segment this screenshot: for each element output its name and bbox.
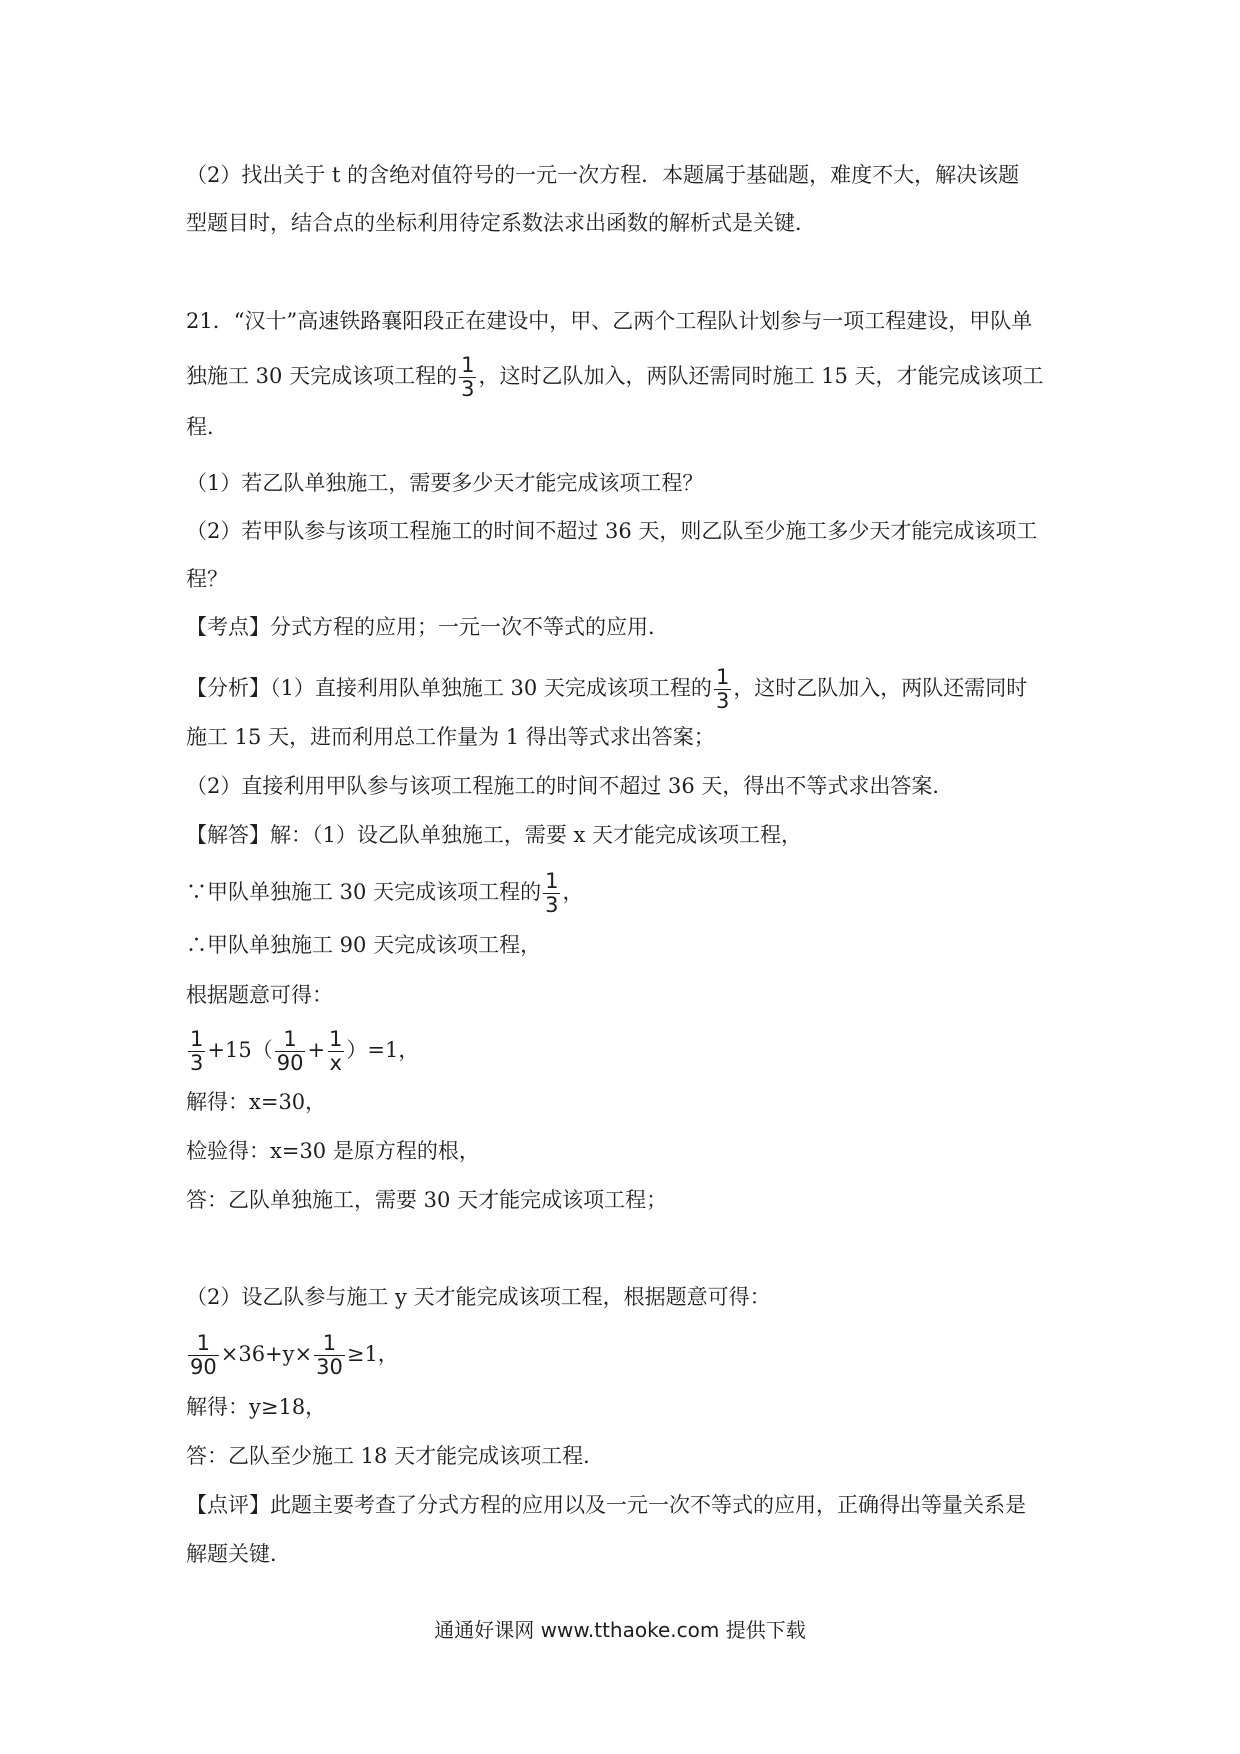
because-text-b: ， bbox=[562, 880, 584, 904]
analysis-line-1 bbox=[186, 666, 1027, 713]
solution-solve-1: 解得：x=30， bbox=[186, 1090, 327, 1114]
problem-line-2-text-a: 独施工 30 天完成该项工程的 bbox=[186, 364, 458, 388]
solution-check-1: 检验得：x=30 是原方程的根， bbox=[186, 1139, 480, 1163]
solution-therefore: ∴甲队单独施工 90 天完成该项工程， bbox=[186, 933, 542, 957]
prev-solution-line-1: （2）找出关于 t 的含绝对值符号的一元一次方程．本题属于基础题，难度不大，解决该题 bbox=[186, 163, 1020, 187]
eq1-fraction-3 bbox=[327, 1028, 344, 1075]
analysis-text-a: 【分析】（1）直接利用队单独施工 30 天完成该项工程的 bbox=[186, 676, 712, 700]
eq2-mid: ×36+y× bbox=[220, 1342, 313, 1366]
fraction-denominator: 3 bbox=[190, 1051, 204, 1075]
fraction-denominator: 30 bbox=[316, 1355, 343, 1379]
problem-line-2-text-b: ，这时乙队加入，两队还需同时施工 15 天，才能完成该项工 bbox=[478, 364, 1044, 388]
fraction-one-third bbox=[714, 666, 731, 713]
solution-solve-2: 解得：y≥18， bbox=[186, 1395, 327, 1419]
fraction-one-third bbox=[459, 354, 476, 401]
fraction-denominator: 90 bbox=[190, 1355, 217, 1379]
solution-by-problem: 根据题意可得： bbox=[186, 983, 333, 1007]
solution-intro: 【解答】解：（1）设乙队单独施工，需要 x 天才能完成该项工程， bbox=[186, 823, 803, 847]
fraction-numerator: 1 bbox=[283, 1027, 297, 1051]
prev-solution-line-2: 型题目时，结合点的坐标利用待定系数法求出函数的解析式是关键． bbox=[186, 211, 816, 235]
eq1-plus: + bbox=[307, 1038, 326, 1062]
because-text-a: ∵甲队单独施工 30 天完成该项工程的 bbox=[186, 880, 542, 904]
eq1-end: ）=1， bbox=[346, 1038, 420, 1062]
question-1: （1）若乙队单独施工，需要多少天才能完成该项工程？ bbox=[186, 471, 704, 495]
comment-line-2: 解题关键． bbox=[186, 1542, 291, 1566]
analysis-line-2: 施工 15 天，进而利用总工作量为 1 得出等式求出答案； bbox=[186, 725, 715, 749]
fraction-denominator: 3 bbox=[715, 689, 730, 713]
fraction-numerator: 1 bbox=[545, 869, 559, 893]
solution-because bbox=[186, 870, 583, 917]
eq2-end: ≥1， bbox=[346, 1342, 399, 1366]
eq1-mid: +15（ bbox=[207, 1038, 273, 1062]
fraction-numerator: 1 bbox=[715, 665, 730, 689]
fraction-numerator: 1 bbox=[196, 1331, 211, 1355]
eq2-fraction-1 bbox=[188, 1332, 219, 1379]
problem-line-1: 21．“汉十”高速铁路襄阳段正在建设中，甲、乙两个工程队计划参与一项工程建设，甲队单 bbox=[186, 309, 1033, 333]
fraction-numerator: 1 bbox=[461, 353, 475, 377]
kaodian: 【考点】分式方程的应用；一元一次不等式的应用． bbox=[186, 615, 669, 639]
analysis-line-3: （2）直接利用甲队参与该项工程施工的时间不超过 36 天，得出不等式求出答案． bbox=[186, 774, 954, 798]
eq1-fraction-1 bbox=[188, 1028, 205, 1075]
question-2-line-2: 程？ bbox=[186, 567, 228, 591]
fraction-denominator: 3 bbox=[461, 377, 475, 401]
fraction-denominator: 3 bbox=[545, 893, 559, 917]
solution-answer-1: 答：乙队单独施工，需要 30 天才能完成该项工程； bbox=[186, 1188, 668, 1212]
equation-1 bbox=[186, 1024, 419, 1076]
fraction-one-third bbox=[543, 870, 560, 917]
problem-line-3: 程． bbox=[186, 415, 228, 439]
solution-answer-2: 答：乙队至少施工 18 天才能完成该项工程． bbox=[186, 1444, 605, 1468]
fraction-numerator: 1 bbox=[329, 1027, 343, 1051]
fraction-denominator: x bbox=[329, 1051, 342, 1075]
fraction-numerator: 1 bbox=[322, 1331, 337, 1355]
fraction-denominator: 90 bbox=[276, 1051, 304, 1075]
problem-line-2 bbox=[186, 354, 1044, 401]
comment-line-1: 【点评】此题主要考查了分式方程的应用以及一元一次不等式的应用，正确得出等量关系是 bbox=[186, 1493, 1026, 1517]
question-2-line-1: （2）若甲队参与该项工程施工的时间不超过 36 天，则乙队至少施工多少天才能完成该项工 bbox=[186, 519, 1038, 543]
eq2-fraction-2 bbox=[314, 1332, 345, 1379]
fraction-numerator: 1 bbox=[190, 1027, 204, 1051]
eq1-fraction-2 bbox=[275, 1028, 306, 1075]
footer-download-notice: 通通好课网 www.tthaoke.com 提供下载 bbox=[434, 1618, 806, 1642]
solution-part-2-intro: （2）设乙队参与施工 y 天才能完成该项工程，根据题意可得： bbox=[186, 1285, 771, 1309]
analysis-text-b: ，这时乙队加入，两队还需同时 bbox=[733, 676, 1028, 700]
equation-2 bbox=[186, 1328, 399, 1380]
